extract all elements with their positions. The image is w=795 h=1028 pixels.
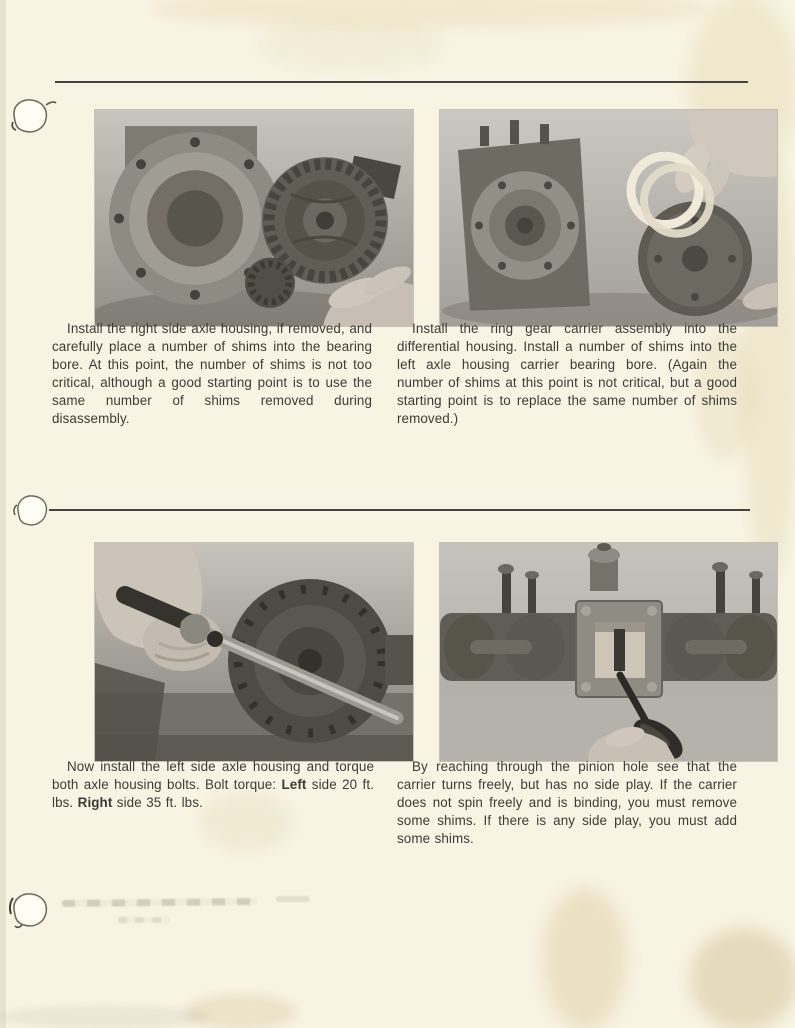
torque-left-label: Left [281, 777, 307, 792]
caption-torque-spec [52, 758, 374, 812]
pencil-smudge [276, 896, 310, 902]
photo-pinion-hole-check [440, 543, 777, 761]
caption-text: Now install the left side axle housing and torque both axle housing bolts. Bolt torque: [52, 759, 374, 792]
torque-right-label: Right [77, 795, 113, 810]
top-divider-rule [55, 81, 748, 83]
photo-differential-ring-gear [95, 110, 413, 326]
paper-stain [185, 994, 297, 1028]
paper-stain [690, 928, 795, 1028]
photo-illustration [440, 110, 777, 326]
middle-divider-rule [49, 509, 750, 511]
caption-text: side 35 ft. lbs. [112, 795, 203, 810]
pencil-smudge [118, 917, 170, 923]
photo-illustration [95, 110, 413, 326]
paper-stain [0, 1006, 210, 1028]
scan-edge-shadow [0, 0, 6, 1028]
hole-punch [6, 96, 52, 136]
hole-punch [6, 890, 52, 930]
hole-punch [11, 493, 51, 528]
photo-torque-wrench [95, 543, 413, 761]
caption-side-play-check: By reaching through the pinion hole see that the carrier turns freely, but has no side play. If the carrier does not spin freely and is binding, you must remove some shims. If there is any side play, you must add some shims. [397, 759, 737, 846]
paper-stain [543, 888, 627, 1028]
caption-text: side 20 ft. lbs. [52, 777, 374, 810]
photo-illustration [440, 543, 777, 761]
caption-install-right-axle: Install the right side axle housing, if removed, and carefully place a number of shims into the bearing bore. At this point, the number of shims is not too critical, although a good starting point is to use the same number of shims removed during disassembly. [52, 321, 372, 426]
photo-shims-install [440, 110, 777, 326]
photo-illustration [95, 543, 413, 761]
pencil-smudge [62, 898, 257, 907]
caption-install-carrier: Install the ring gear carrier assembly into the differential housing. Install a number of shims into the left axle housing carrier bearing bore. (Again the number of shims at this point is not critical, but a good starting point is to replace the same number of shims removed.) [397, 321, 737, 426]
paper-stain [258, 18, 443, 70]
paper-stain [150, 0, 710, 28]
